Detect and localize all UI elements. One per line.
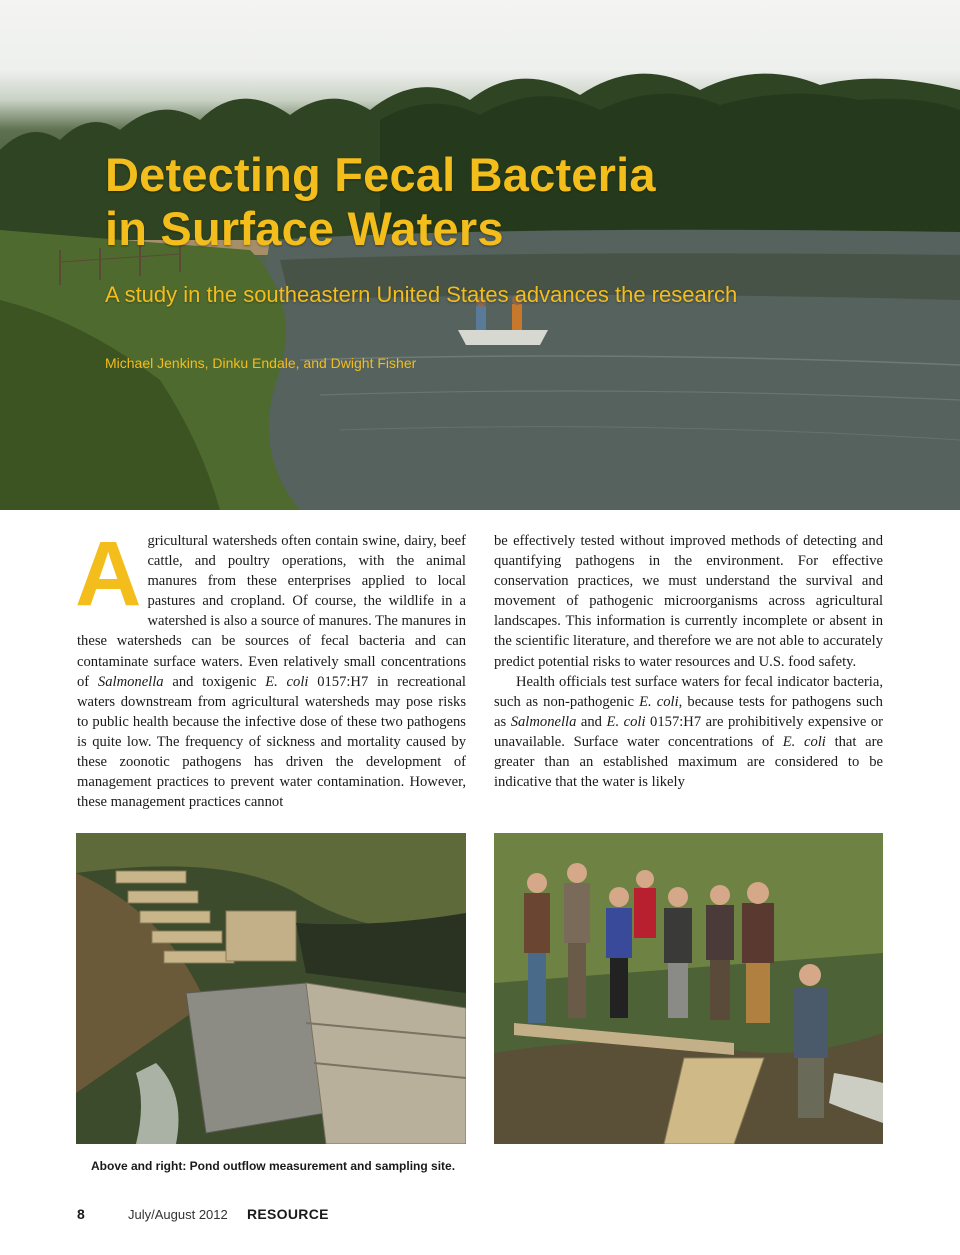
italic-term: E. coli [606, 713, 646, 730]
article-authors: Michael Jenkins, Dinku Endale, and Dwight Fisher [105, 355, 417, 371]
body-text: gricultural watersheds often contain swine, dairy, beef cattle, and poultry operations, with the animal manures from these enterprises applied to local pastures and cropland. Of course, the wildlife in a watershed is also a source of manures. The manures in these watersheds can be sources of fecal bacteria and can contaminate surface waters. Even relatively small concentrations of [77, 533, 466, 690]
body-text: , because tests for pathogens such as [494, 693, 883, 730]
hero-photo [0, 0, 960, 510]
italic-term: E. coli [782, 733, 826, 750]
photo-outflow-structure [76, 833, 466, 1144]
magazine-name: RESOURCE [247, 1206, 329, 1222]
body-text: Health officials test surface waters for fecal indicator bacteria, such as non-pathogenic [494, 673, 883, 710]
body-paragraph: be effectively tested without improved methods of detecting and quantifying pathogens in the environment. For effective conservation practices, we must understand the survival and movement of pathogenic microorganisms across agricultural landscapes. This information is currently incomplete or absent in the scientific literature, and therefore we are not able to accurately predict potential risks to water resources and U.S. food safety. [494, 533, 883, 670]
body-text: 0157:H7 in recreational waters downstream from agricultural watersheds may pose risks to public health because the infective dose of these two pathogens is quite low. The frequency of sickness and mortality caused by these zoonotic pathogens has driven the development of management practices to prevent water contamination. However, these management practices cannot [77, 673, 466, 811]
body-text: and [576, 713, 607, 730]
body-column-right [494, 531, 883, 792]
page-footer [77, 1206, 477, 1226]
issue-date: July/August 2012 [128, 1207, 228, 1222]
page-number: 8 [77, 1206, 85, 1222]
italic-term: Salmonella [97, 673, 164, 690]
italic-term: Salmonella [510, 713, 577, 730]
photo-sampling-site [494, 833, 883, 1144]
figure-caption: Above and right: Pond outflow measurement and sampling site. [91, 1159, 456, 1173]
body-text: and toxigenic [163, 673, 266, 690]
article-title [105, 148, 656, 256]
title-line-1: Detecting Fecal Bacteria [105, 148, 656, 201]
italic-term: E. coli [265, 673, 309, 690]
body-column-left [75, 523, 466, 812]
italic-term: E. coli [639, 693, 679, 710]
body-paragraph [75, 523, 466, 812]
drop-cap: A [75, 523, 142, 625]
body-text: 0157:H7 are prohibitively expensive or unavailable. Surface water concentrations of [494, 713, 883, 750]
title-line-2: in Surface Waters [105, 202, 504, 255]
article-subtitle: A study in the southeastern United States advances the research [105, 282, 738, 307]
body-paragraph [494, 672, 883, 793]
body-text: that are greater than an established maximum are considered to be indicative that the water is likely [494, 733, 883, 791]
